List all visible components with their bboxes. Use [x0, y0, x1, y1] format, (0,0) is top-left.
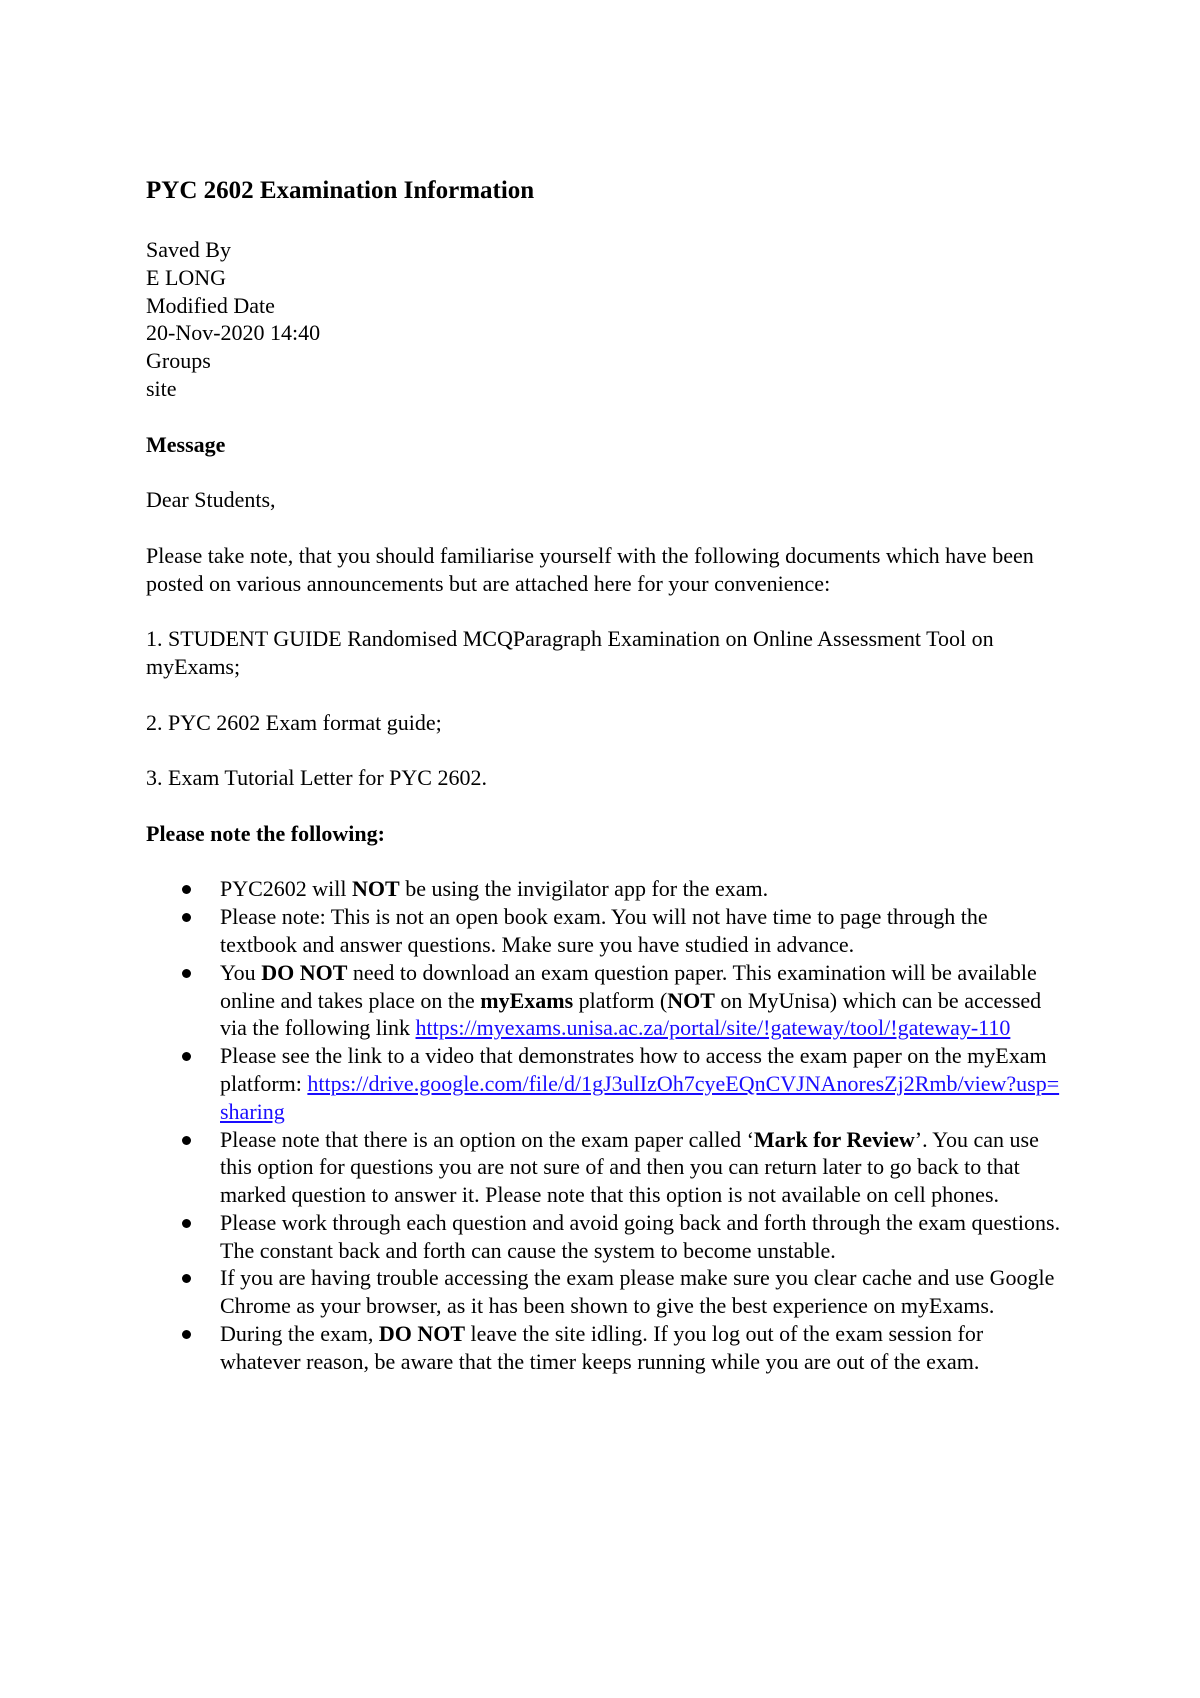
metadata — [146, 236, 1066, 403]
list-item — [0, 1126, 1066, 1209]
message-heading: Message — [146, 431, 226, 457]
modified-date-label: Modified Date — [146, 292, 275, 318]
bullet-icon — [182, 885, 191, 894]
text: need to download an exam question paper. This examination will be available online and takes place on the — [220, 959, 1037, 1013]
text: Please work through each question and avoid going back and forth through the exam questions. The constant back and forth can cause the system to become unstable. — [220, 1209, 1061, 1263]
notes-heading: Please note the following: — [146, 820, 385, 846]
emphasis: DO NOT — [378, 1321, 466, 1347]
bullet-icon — [182, 1136, 191, 1145]
text: be using the invigilator app for the exam. — [399, 876, 769, 902]
bullet-icon — [182, 1274, 191, 1283]
groups-label: Groups — [146, 348, 211, 374]
bullet-icon — [182, 1052, 191, 1061]
text: Please note: This is not an open book exam. You will not have time to page through the textbook and answer questions. Make sure you have studied in advance. — [220, 904, 988, 957]
list-item — [0, 1209, 1066, 1265]
emphasis: NOT — [352, 876, 400, 902]
document-page — [146, 176, 1066, 1376]
video-link[interactable]: https://drive.google.com/file/d/1gJ3ulIzOh7cyeEQnCVJNAnoresZj2Rmb/view?usp=sharing — [220, 1070, 1060, 1124]
text: During the exam, — [220, 1321, 379, 1347]
notes-list — [146, 875, 1066, 1375]
emphasis: myExams — [480, 987, 574, 1013]
list-item — [0, 875, 1066, 903]
emphasis: DO NOT — [261, 959, 348, 985]
list-item — [0, 1264, 1066, 1320]
text: Please note that there is an option on the exam paper called ‘ — [220, 1126, 754, 1152]
bullet-icon — [182, 1219, 191, 1228]
list-item — [0, 1042, 1066, 1125]
text: on MyUnisa) which can be accessed via the following link — [220, 987, 1042, 1041]
text: Please see the link to a video that demonstrates how to access the exam paper on the myExam platform: — [220, 1043, 1047, 1096]
list-item — [0, 903, 1066, 959]
saved-by-label: Saved By — [146, 237, 231, 262]
bullet-icon — [182, 1330, 191, 1339]
text: leave the site idling. If you log out of the exam session for whatever reason, be aware that the timer keeps running while you are out of the exam. — [220, 1321, 984, 1374]
bullet-icon — [182, 913, 191, 922]
document-item-1: 1. STUDENT GUIDE Randomised MCQParagraph Examination on Online Assessment Tool on myExams; — [146, 626, 994, 679]
document-item-2: 2. PYC 2602 Exam format guide; — [146, 709, 442, 735]
text: platform ( — [573, 987, 668, 1013]
list-item — [0, 1320, 1066, 1376]
greeting: Dear Students, — [146, 487, 276, 513]
text: PYC2602 will — [220, 876, 353, 902]
text: ’. You can use this option for questions you are not sure of and then you can return later to go back to that marked question to answer it. Please note that this option is not available on cell phones. — [220, 1126, 1039, 1208]
intro-paragraph: Please take note, that you should familiarise yourself with the following documents which have been posted on various announcements but are attached here for your convenience: — [146, 542, 1034, 596]
saved-by-value: E LONG — [146, 264, 227, 290]
groups-value: site — [146, 375, 177, 401]
document-title: PYC 2602 Examination Information — [146, 177, 535, 204]
modified-date-value: 20-Nov-2020 14:40 — [146, 320, 321, 346]
bullet-icon — [182, 969, 191, 978]
text: If you are having trouble accessing the exam please make sure you clear cache and use Google Chrome as your browser, as it has been shown to give the best experience on myExams. — [220, 1265, 1055, 1319]
list-item — [0, 959, 1066, 1042]
emphasis: NOT — [667, 987, 715, 1013]
emphasis: Mark for Review — [753, 1126, 915, 1152]
text: You — [220, 959, 262, 985]
document-item-3: 3. Exam Tutorial Letter for PYC 2602. — [146, 765, 487, 791]
myexams-link[interactable]: https://myexams.unisa.ac.za/portal/site/!gateway/tool/!gateway-110 — [415, 1015, 1011, 1041]
